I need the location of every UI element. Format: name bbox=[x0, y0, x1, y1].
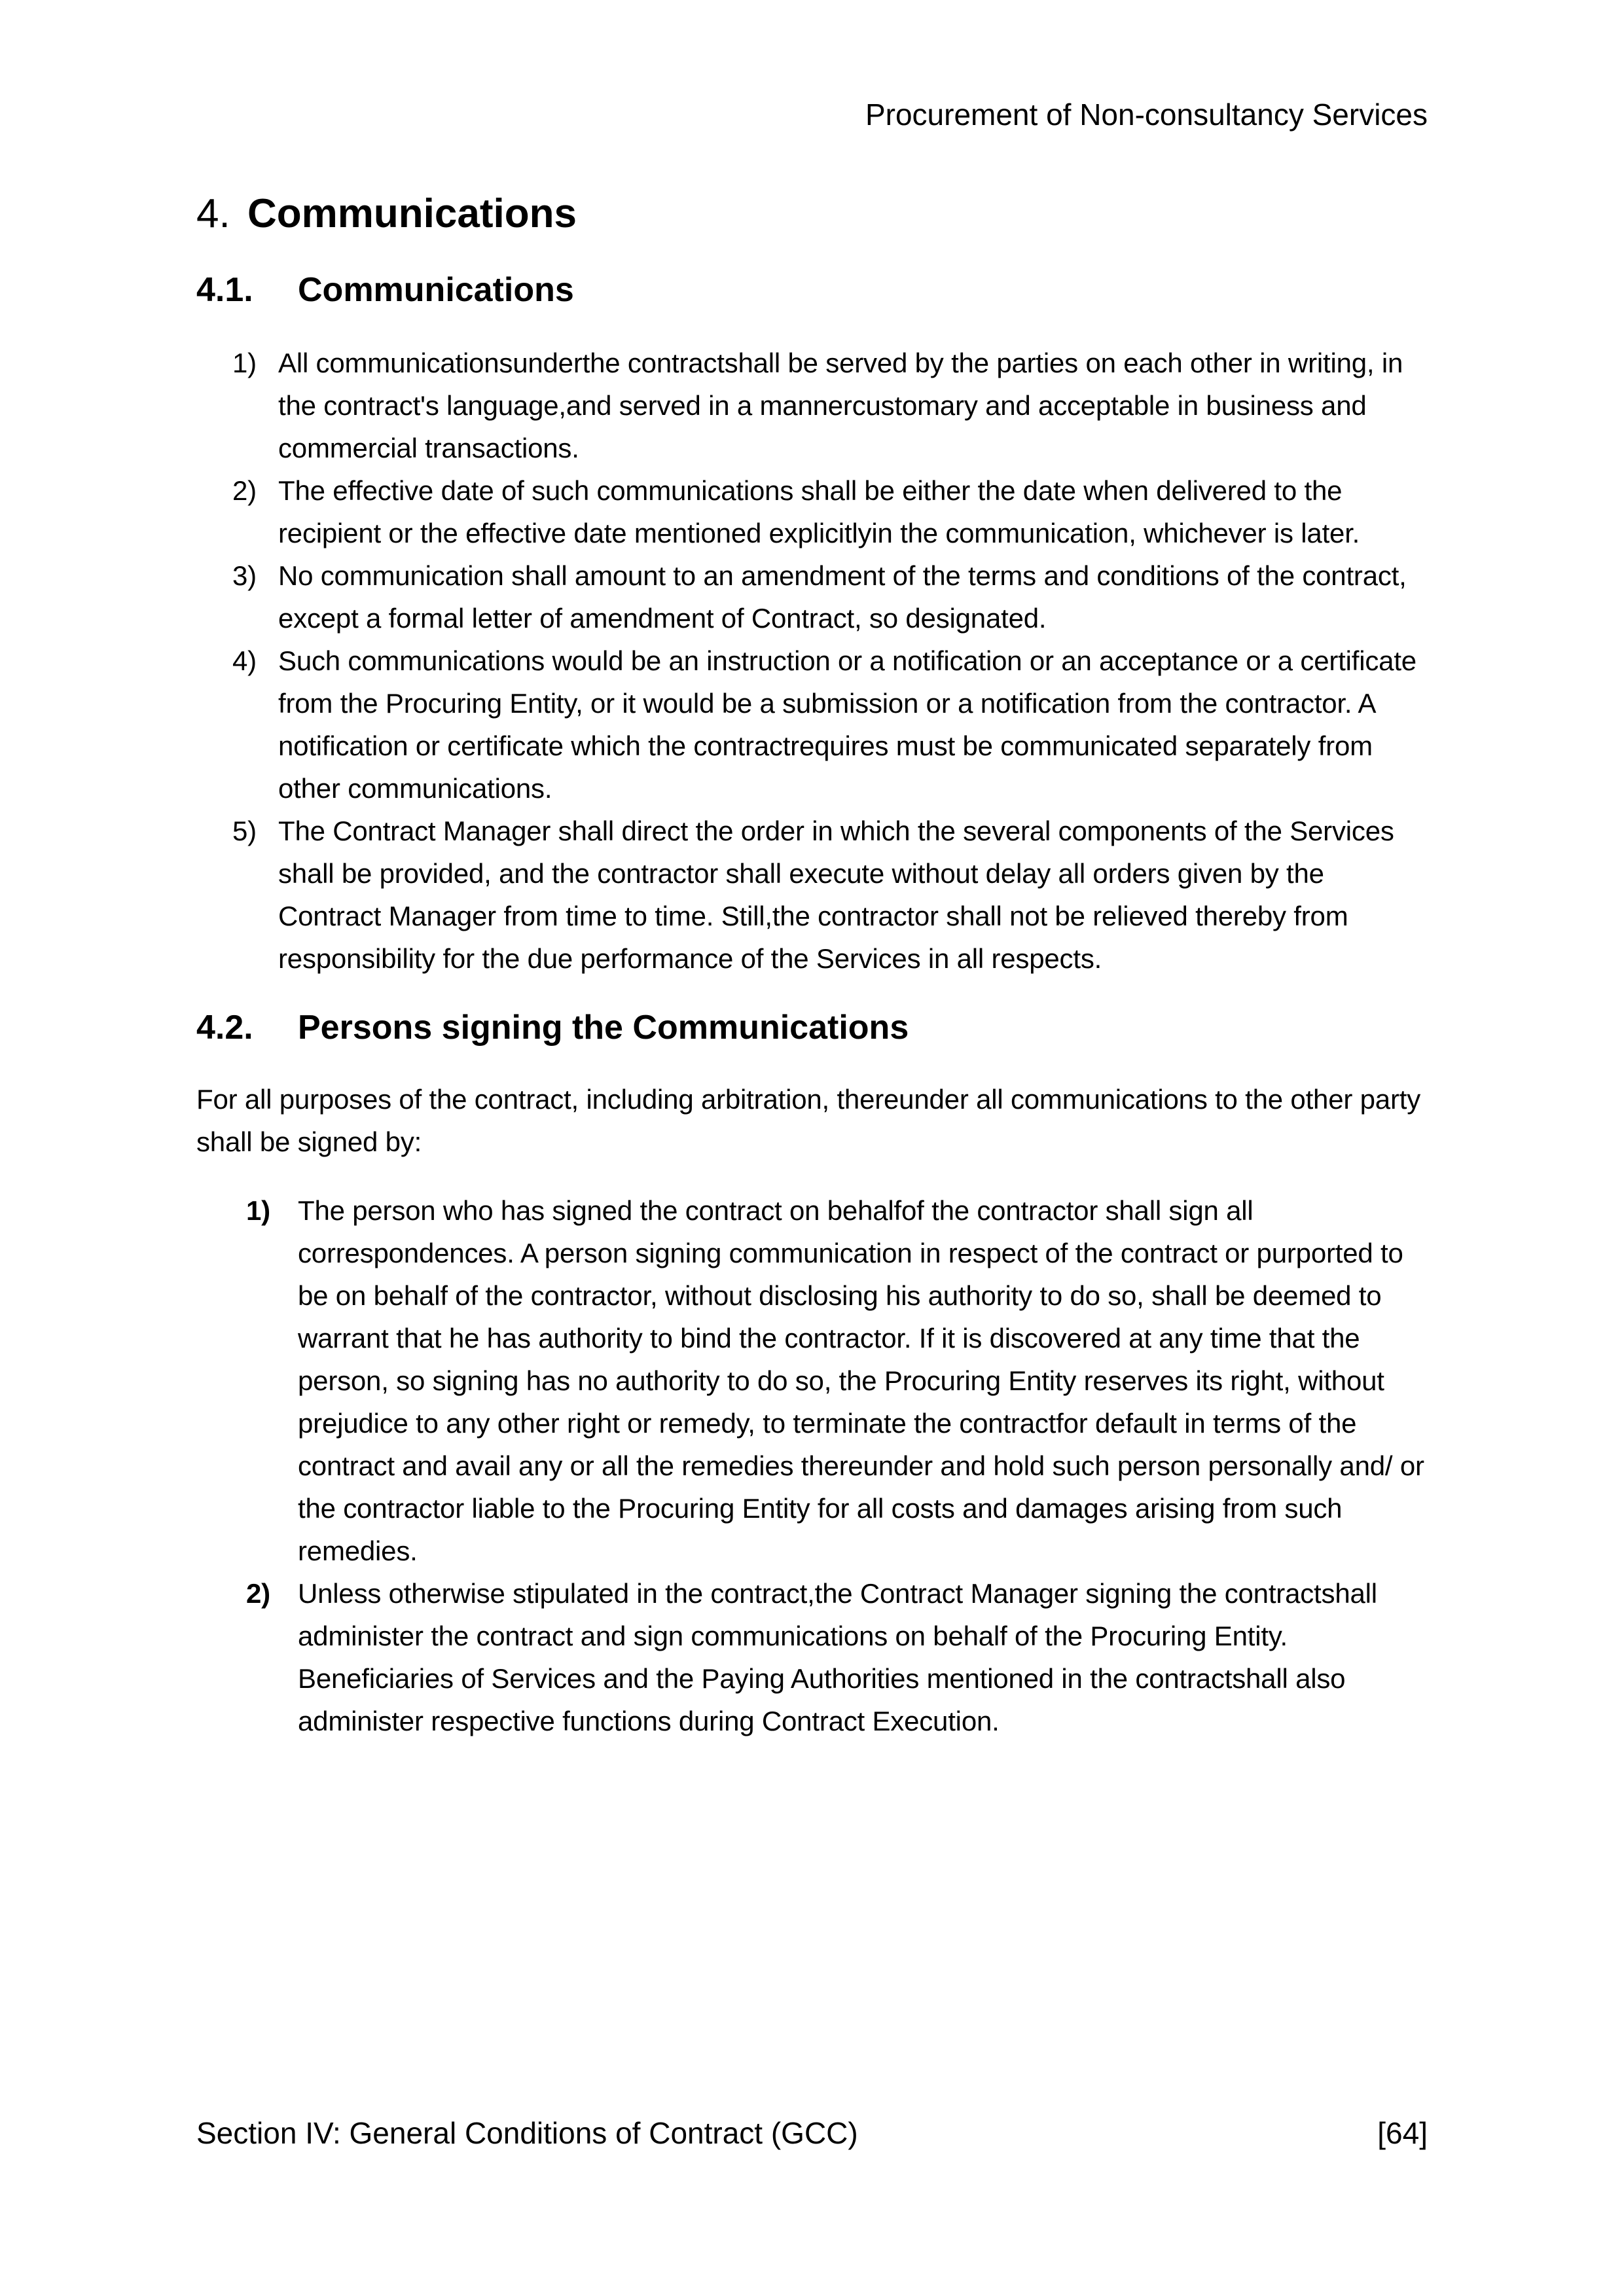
section-number: 4.1. bbox=[196, 271, 253, 309]
list-item-text: All communicationsunderthe contractshall be served by the parties on each other in writing, in the contract's language,and served in a mannercustomary and acceptable in business and commercial transactions. bbox=[278, 348, 1403, 463]
list-item bbox=[196, 639, 1428, 810]
list-item-text: The Contract Manager shall direct the order in which the several components of the Services shall be provided, and the contractor shall execute without delay all orders given by the Contract Manager from time to time. Still,the contractor shall not be relieved thereby from responsibility for the due performance of the Services in all respects. bbox=[278, 816, 1394, 974]
chapter-heading bbox=[196, 188, 1428, 240]
list-item-number: 1) bbox=[232, 348, 257, 378]
page-footer bbox=[196, 2115, 1428, 2151]
list-item bbox=[196, 1189, 1428, 1572]
list-item-number: 2) bbox=[246, 1578, 270, 1609]
list-item-number: 2) bbox=[232, 475, 257, 506]
chapter-title-text: Communications bbox=[247, 191, 577, 236]
footer-section-label: Section IV: General Conditions of Contract (GCC) bbox=[196, 2116, 858, 2150]
section-intro-paragraph: For all purposes of the contract, including arbitration, thereunder all communications to the other party shall be signed by: bbox=[196, 1084, 1421, 1157]
list-item-text: The person who has signed the contract on behalfof the contractor shall sign all correspondences. A person signing communication in respect of the contract or purported to be on behalf of the contractor, without disclosing his authority to do so, shall be deemed to warrant that he has authority to bind the contractor. If it is discovered at any time that the person, so signing has no authority to do so, the Procuring Entity reserves its right, without prejudice to any other right or remedy, to terminate the contractfor default in terms of the contract and avail any or all the remedies thereunder and hold such person personally and/ or the contractor liable to the Procuring Entity for all costs and damages arising from such remedies. bbox=[298, 1195, 1424, 1566]
list-item-text: No communication shall amount to an amendment of the terms and conditions of the contract, except a formal letter of amendment of Contract, so designated. bbox=[278, 560, 1407, 634]
section-heading-4-2 bbox=[196, 1006, 1428, 1049]
list-item-number: 4) bbox=[232, 645, 257, 676]
section-heading-text: Communications bbox=[298, 271, 574, 309]
section-heading-text: Persons signing the Communications bbox=[298, 1009, 909, 1047]
list-item bbox=[196, 810, 1428, 980]
section-number: 4.2. bbox=[196, 1009, 253, 1047]
footer-page-number: [64] bbox=[1377, 2116, 1428, 2150]
chapter-number: 4. bbox=[196, 191, 230, 236]
list-item-number: 5) bbox=[232, 816, 257, 846]
document-content bbox=[196, 0, 1428, 1742]
list-item bbox=[196, 342, 1428, 469]
list-item bbox=[196, 1572, 1428, 1742]
list-item-number: 1) bbox=[246, 1195, 270, 1226]
list-item-text: The effective date of such communications shall be either the date when delivered to the recipient or the effective date mentioned explicitlyin the communication, whichever is later. bbox=[278, 475, 1360, 548]
list-item bbox=[196, 469, 1428, 554]
list-item-text: Unless otherwise stipulated in the contract,the Contract Manager signing the contractshall administer the contract and sign communications on behalf of the Procuring Entity. Beneficiaries of Services and the Paying Authorities mentioned in the contractshall also administer respective functions during Contract Execution. bbox=[298, 1578, 1377, 1736]
list-item-text: Such communications would be an instruction or a notification or an acceptance or a certificate from the Procuring Entity, or it would be a submission or a notification from the contractor. A notification or certificate which the contractrequires must be communicated separately from other communications. bbox=[278, 645, 1416, 804]
section-heading-4-1 bbox=[196, 268, 1428, 312]
numbered-list-4-1 bbox=[196, 342, 1428, 980]
list-item bbox=[196, 554, 1428, 639]
page-header: Procurement of Non-consultancy Services bbox=[865, 98, 1428, 132]
list-item-number: 3) bbox=[232, 560, 257, 591]
numbered-list-4-2 bbox=[196, 1189, 1428, 1742]
